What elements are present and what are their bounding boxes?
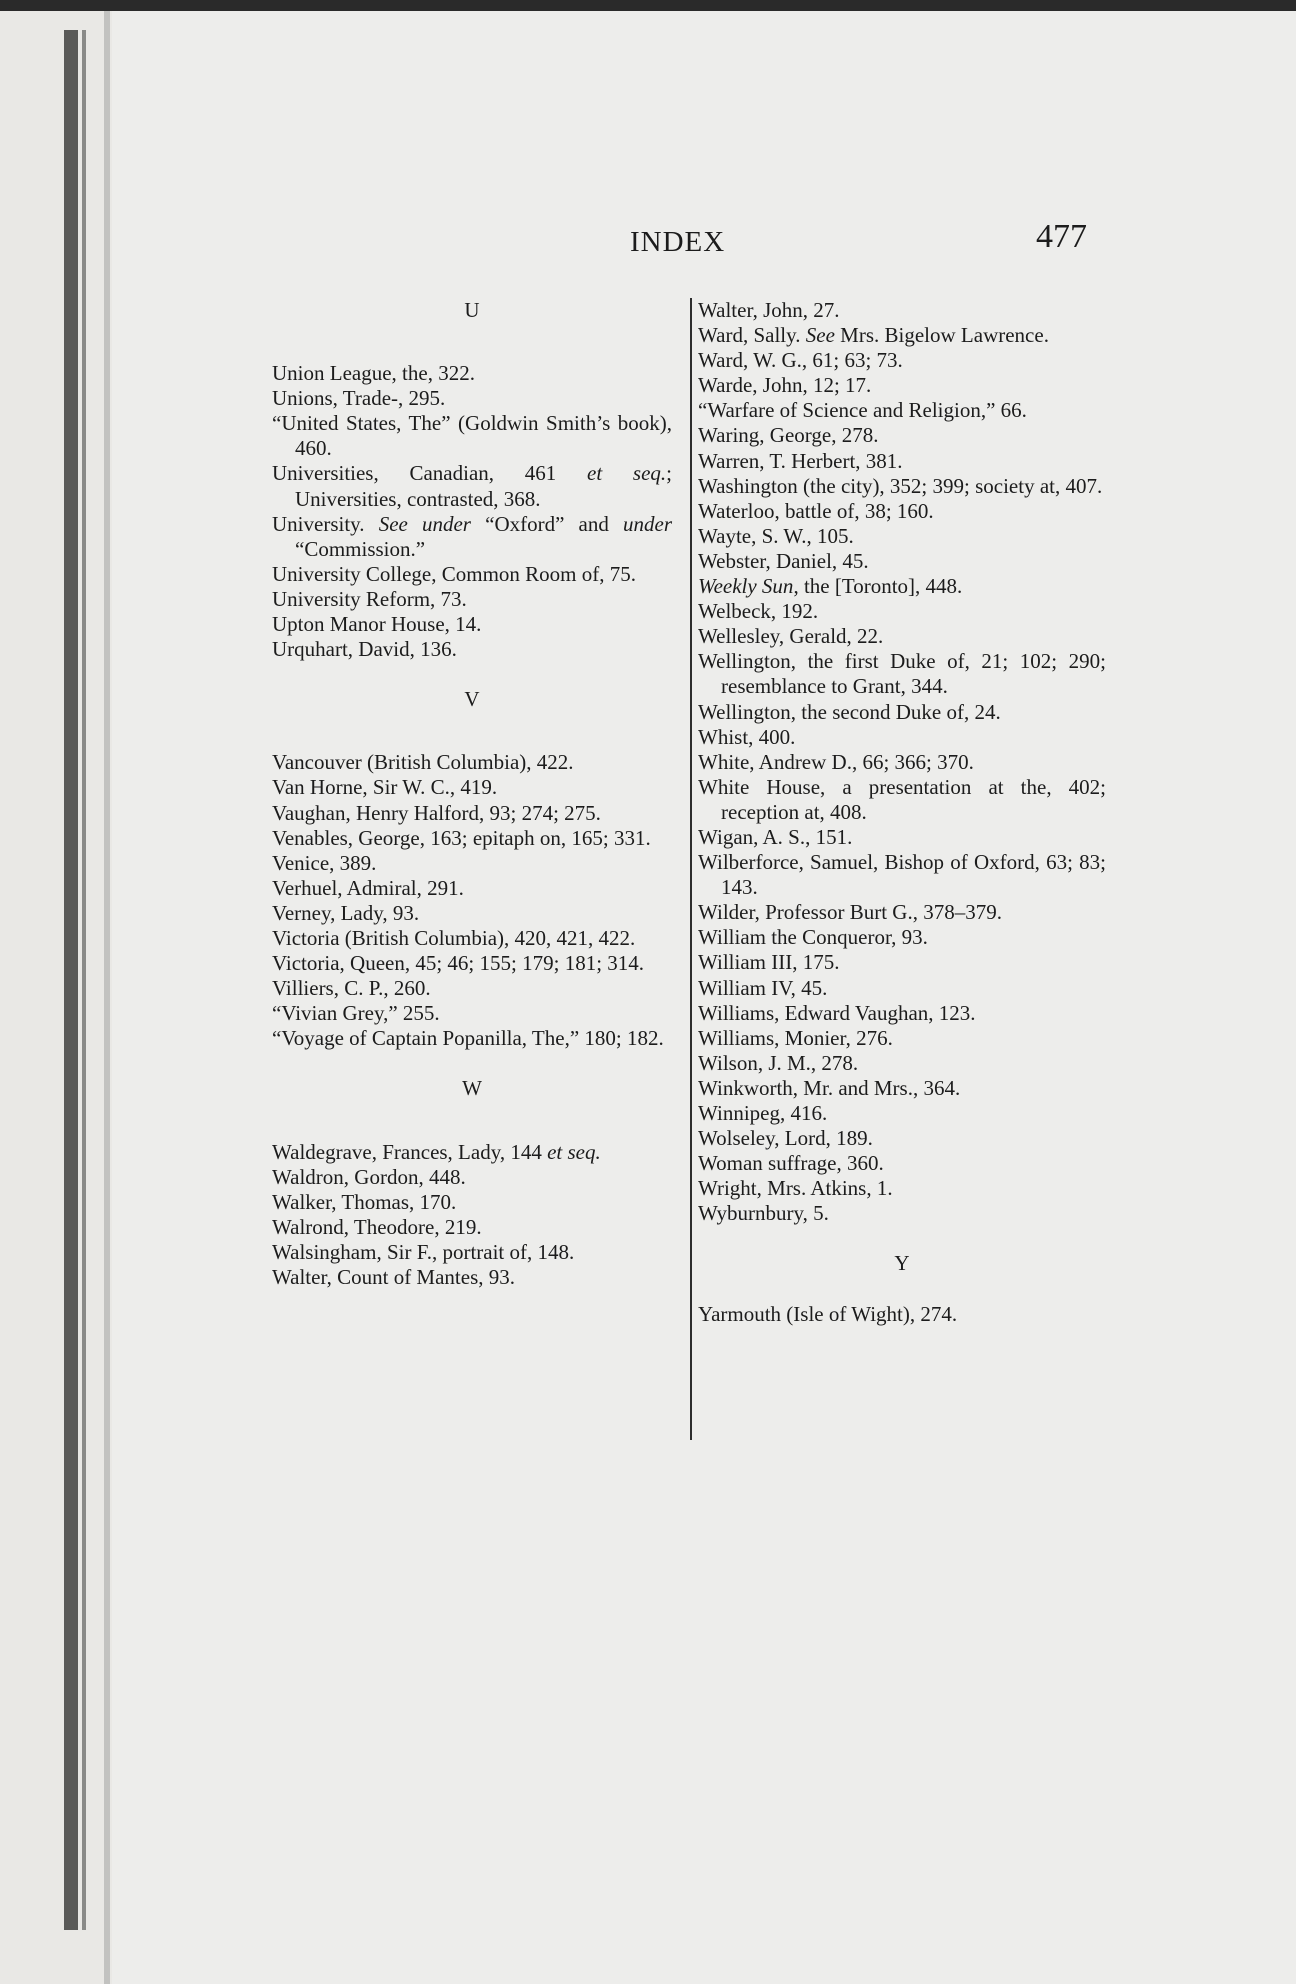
index-entry: Ward, Sally. See Mrs. Bigelow Lawrence.	[698, 323, 1049, 348]
index-entry: Wright, Mrs. Atkins, 1.	[698, 1176, 893, 1201]
index-entry: Universities, Canadian, 461 et seq.; Universities, contrasted, 368.	[272, 461, 672, 511]
index-entry: Washington (the city), 352; 399; society at, 407.	[698, 473, 1103, 498]
index-entry: Walrond, Theodore, 219.	[272, 1214, 482, 1239]
index-entry: Warde, John, 12; 17.	[698, 373, 872, 398]
index-entry: Webster, Daniel, 45.	[698, 548, 869, 573]
page-title: INDEX	[630, 226, 726, 258]
index-entry: Williams, Monier, 276.	[698, 1025, 893, 1050]
index-entry: Wigan, A. S., 151.	[698, 824, 853, 849]
index-entry: White House, a presentation at the, 402; reception at, 408.	[698, 774, 1106, 824]
page-gutter	[104, 11, 110, 1984]
index-entry: Williams, Edward Vaughan, 123.	[698, 1000, 976, 1025]
index-entry: “Vivian Grey,” 255.	[272, 1001, 440, 1026]
index-entry: William the Conqueror, 93.	[698, 925, 928, 950]
book-spine-shadow	[64, 30, 78, 1930]
scan-top-edge	[0, 0, 1296, 11]
index-entry: Unions, Trade-, 295.	[272, 386, 446, 411]
index-entry: Verney, Lady, 93.	[272, 900, 420, 925]
index-entry: Wyburnbury, 5.	[698, 1201, 829, 1226]
index-entry: William IV, 45.	[698, 975, 828, 1000]
index-entry: Venables, George, 163; epitaph on, 165; 331.	[272, 825, 651, 850]
index-entry: Woman suffrage, 360.	[698, 1151, 884, 1176]
index-entry: “Warfare of Science and Religion,” 66.	[698, 398, 1027, 423]
index-entry: Upton Manor House, 14.	[272, 612, 482, 637]
index-entry: Welbeck, 192.	[698, 599, 819, 624]
index-column-right	[698, 298, 1106, 1327]
index-entry: Van Horne, Sir W. C., 419.	[272, 775, 498, 800]
index-entry: University College, Common Room of, 75.	[272, 561, 636, 586]
column-divider	[690, 298, 692, 1440]
index-entry: Wellington, the second Duke of, 24.	[698, 699, 1001, 724]
index-entry: Vaughan, Henry Halford, 93; 274; 275.	[272, 800, 601, 825]
index-entry: Waterloo, battle of, 38; 160.	[698, 498, 934, 523]
index-entry: Winkworth, Mr. and Mrs., 364.	[698, 1075, 961, 1100]
index-entry: Yarmouth (Isle of Wight), 274.	[698, 1301, 958, 1326]
index-entry: Urquhart, David, 136.	[272, 637, 457, 662]
index-entry: Wilson, J. M., 278.	[698, 1050, 859, 1075]
index-entry: Wilder, Professor Burt G., 378–379.	[698, 900, 1002, 925]
index-entry: “United States, The” (Goldwin Smith’s book), 460.	[272, 411, 672, 461]
index-entry: Waldegrave, Frances, Lady, 144 et seq.	[272, 1139, 601, 1164]
index-entry: Venice, 389.	[272, 850, 377, 875]
index-entry: Walter, John, 27.	[698, 298, 840, 322]
index-entry: Ward, W. G., 61; 63; 73.	[698, 348, 903, 373]
index-entry: University Reform, 73.	[272, 586, 467, 611]
section-letter-y: Y	[894, 1251, 910, 1276]
index-entry: Weekly Sun, the [Toronto], 448.	[698, 574, 963, 599]
index-entry: Walsingham, Sir F., portrait of, 148.	[272, 1239, 575, 1264]
index-entry: Wayte, S. W., 105.	[698, 523, 854, 548]
index-entry: Wolseley, Lord, 189.	[698, 1126, 873, 1151]
index-entry: White, Andrew D., 66; 366; 370.	[698, 749, 974, 774]
section-letter-w: W	[462, 1076, 482, 1101]
index-entry: William III, 175.	[698, 950, 840, 975]
index-entry: Whist, 400.	[698, 724, 796, 749]
index-entry: Victoria (British Columbia), 420, 421, 422.	[272, 925, 636, 950]
index-entry: Walker, Thomas, 170.	[272, 1189, 457, 1214]
index-entry: Waring, George, 278.	[698, 423, 879, 448]
index-entry: Vancouver (British Columbia), 422.	[272, 750, 574, 775]
index-entry: Victoria, Queen, 45; 46; 155; 179; 181; 314.	[272, 951, 645, 976]
index-entry: Wellington, the first Duke of, 21; 102; 290; resemblance to Grant, 344.	[698, 649, 1106, 699]
section-letter-v: V	[464, 687, 480, 712]
index-entry: Union League, the, 322.	[272, 361, 475, 386]
index-entry: Verhuel, Admiral, 291.	[272, 875, 464, 900]
index-column-left	[272, 298, 672, 1290]
index-entry: Waldron, Gordon, 448.	[272, 1164, 466, 1189]
index-entry: Villiers, C. P., 260.	[272, 976, 431, 1001]
index-entry: Wilberforce, Samuel, Bishop of Oxford, 63; 83; 143.	[698, 850, 1106, 900]
index-entry: Warren, T. Herbert, 381.	[698, 448, 903, 473]
index-entry: Walter, Count of Mantes, 93.	[272, 1265, 516, 1289]
index-entry: “Voyage of Captain Popanilla, The,” 180; 182.	[272, 1026, 664, 1051]
section-letter-u: U	[464, 298, 480, 322]
index-entry: University. See under “Oxford” and under “Commission.”	[272, 511, 673, 561]
index-entry: Wellesley, Gerald, 22.	[698, 624, 884, 649]
page-number: 477	[1036, 218, 1087, 255]
index-entry: Winnipeg, 416.	[698, 1101, 828, 1125]
book-spine-line	[82, 30, 86, 1930]
